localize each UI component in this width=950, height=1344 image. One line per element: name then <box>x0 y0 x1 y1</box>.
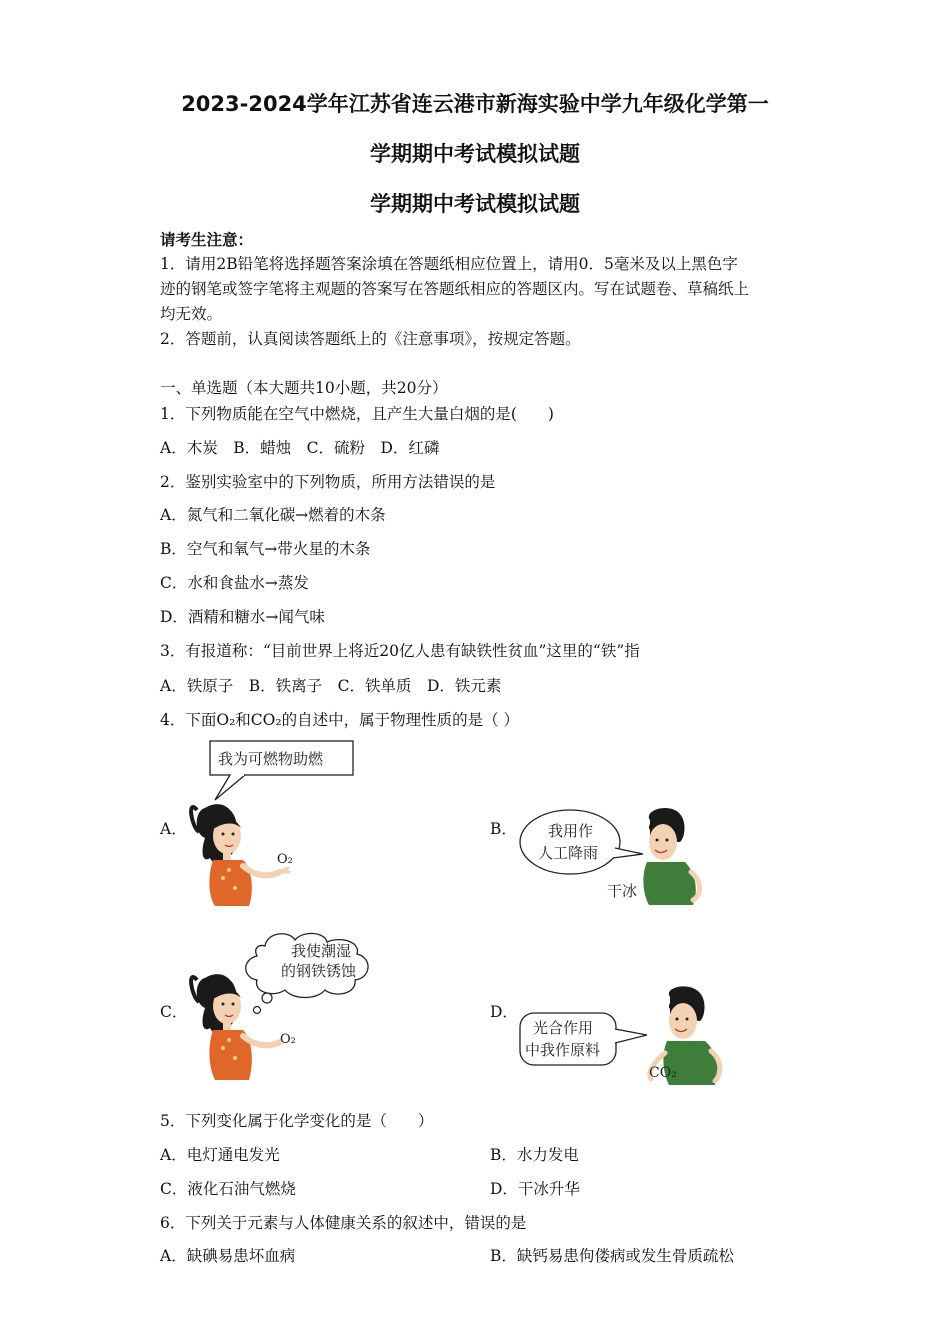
q4-b-bubble-line2: 人工降雨 <box>538 844 599 862</box>
q2-option-b: B．空气和氧气→带火星的木条 <box>160 540 371 558</box>
q4-option-a-label: A． <box>160 820 187 838</box>
q4-c-bubble-line1: 我使潮湿 <box>291 942 352 960</box>
notice-item1-line2: 迹的钢笔或签字笔将主观题的答案写在答题纸相应的答题区内。写在试题卷、草稿纸上 <box>160 280 750 298</box>
q6-option-a: A．缺碘易患坏血病 <box>160 1247 296 1265</box>
q4-b-bubble-line1: 我用作 <box>548 822 594 840</box>
q4-b-tag: 干冰 <box>607 882 638 900</box>
q1-options: A．木炭 B．蜡烛 C．硫粉 D．红磷 <box>160 439 440 457</box>
notice-item1-line3: 均无效。 <box>160 305 223 323</box>
q4-option-c-label: C． <box>160 1003 188 1021</box>
q5-option-a: A．电灯通电发光 <box>160 1146 280 1164</box>
girl-figure <box>191 804 289 906</box>
q4-illustration-c <box>185 928 405 1088</box>
q2-option-d: D．酒精和糖水→闻气味 <box>160 608 325 626</box>
q4-c-tag: O₂ <box>280 1032 296 1047</box>
q4-option-d-label: D． <box>490 1003 518 1021</box>
q3-stem: 3．有报道称：“目前世界上将近20亿人患有缺铁性贫血”这里的“铁”指 <box>160 642 640 660</box>
boy-figure-b <box>643 808 699 905</box>
q5-stem: 5．下列变化属于化学变化的是（ ） <box>160 1112 434 1130</box>
q4-c-bubble-line2: 的钢铁锈蚀 <box>281 962 357 980</box>
q4-stem: 4．下面O₂和CO₂的自述中，属于物理性质的是（ ） <box>160 711 519 729</box>
notice-item2: 2．答题前，认真阅读答题纸上的《注意事项》，按规定答题。 <box>160 330 581 348</box>
q4-d-bubble-line1: 光合作用 <box>533 1019 594 1037</box>
q2-option-a: A．氮气和二氧化碳→燃着的木条 <box>160 506 386 524</box>
q2-option-c: C．水和食盐水→蒸发 <box>160 574 309 592</box>
q4-option-b-label: B． <box>490 820 517 838</box>
paper-title-line1: 2023-2024学年江苏省连云港市新海实验中学九年级化学第一 <box>181 92 769 116</box>
q1-stem: 1．下列物质能在空气中燃烧，且产生大量白烟的是( ) <box>160 405 554 423</box>
q4-illustration-a <box>185 738 365 908</box>
q5-option-c: C．液化石油气燃烧 <box>160 1180 296 1198</box>
q2-stem: 2．鉴别实验室中的下列物质，所用方法错误的是 <box>160 473 496 491</box>
paper-title-line3: 学期期中考试模拟试题 <box>370 192 580 216</box>
q4-a-tag: O₂ <box>277 852 293 867</box>
notice-heading: 请考生注意： <box>160 230 254 249</box>
q4-a-bubble-text: 我为可燃物助燃 <box>218 750 324 768</box>
notice-item1-line1: 1．请用2B铅笔将选择题答案涂填在答题纸相应位置上，请用0．5毫米及以上黑色字 <box>160 255 738 273</box>
q6-stem: 6．下列关于元素与人体健康关系的叙述中，错误的是 <box>160 1214 527 1232</box>
paper-title-line2: 学期期中考试模拟试题 <box>370 142 580 166</box>
q4-illustration-b <box>515 800 715 910</box>
q4-d-bubble-line2: 中我作原料 <box>525 1041 601 1059</box>
section-heading: 一、单选题（本大题共10小题，共20分） <box>160 379 448 397</box>
q4-illustration-d <box>515 985 745 1090</box>
q3-options: A．铁原子 B．铁离子 C．铁单质 D．铁元素 <box>160 677 502 695</box>
q5-option-d: D．干冰升华 <box>490 1180 580 1198</box>
q5-option-b: B．水力发电 <box>490 1146 579 1164</box>
q4-d-tag: CO₂ <box>649 1065 677 1081</box>
q6-option-b: B．缺钙易患佝偻病或发生骨质疏松 <box>490 1247 734 1265</box>
